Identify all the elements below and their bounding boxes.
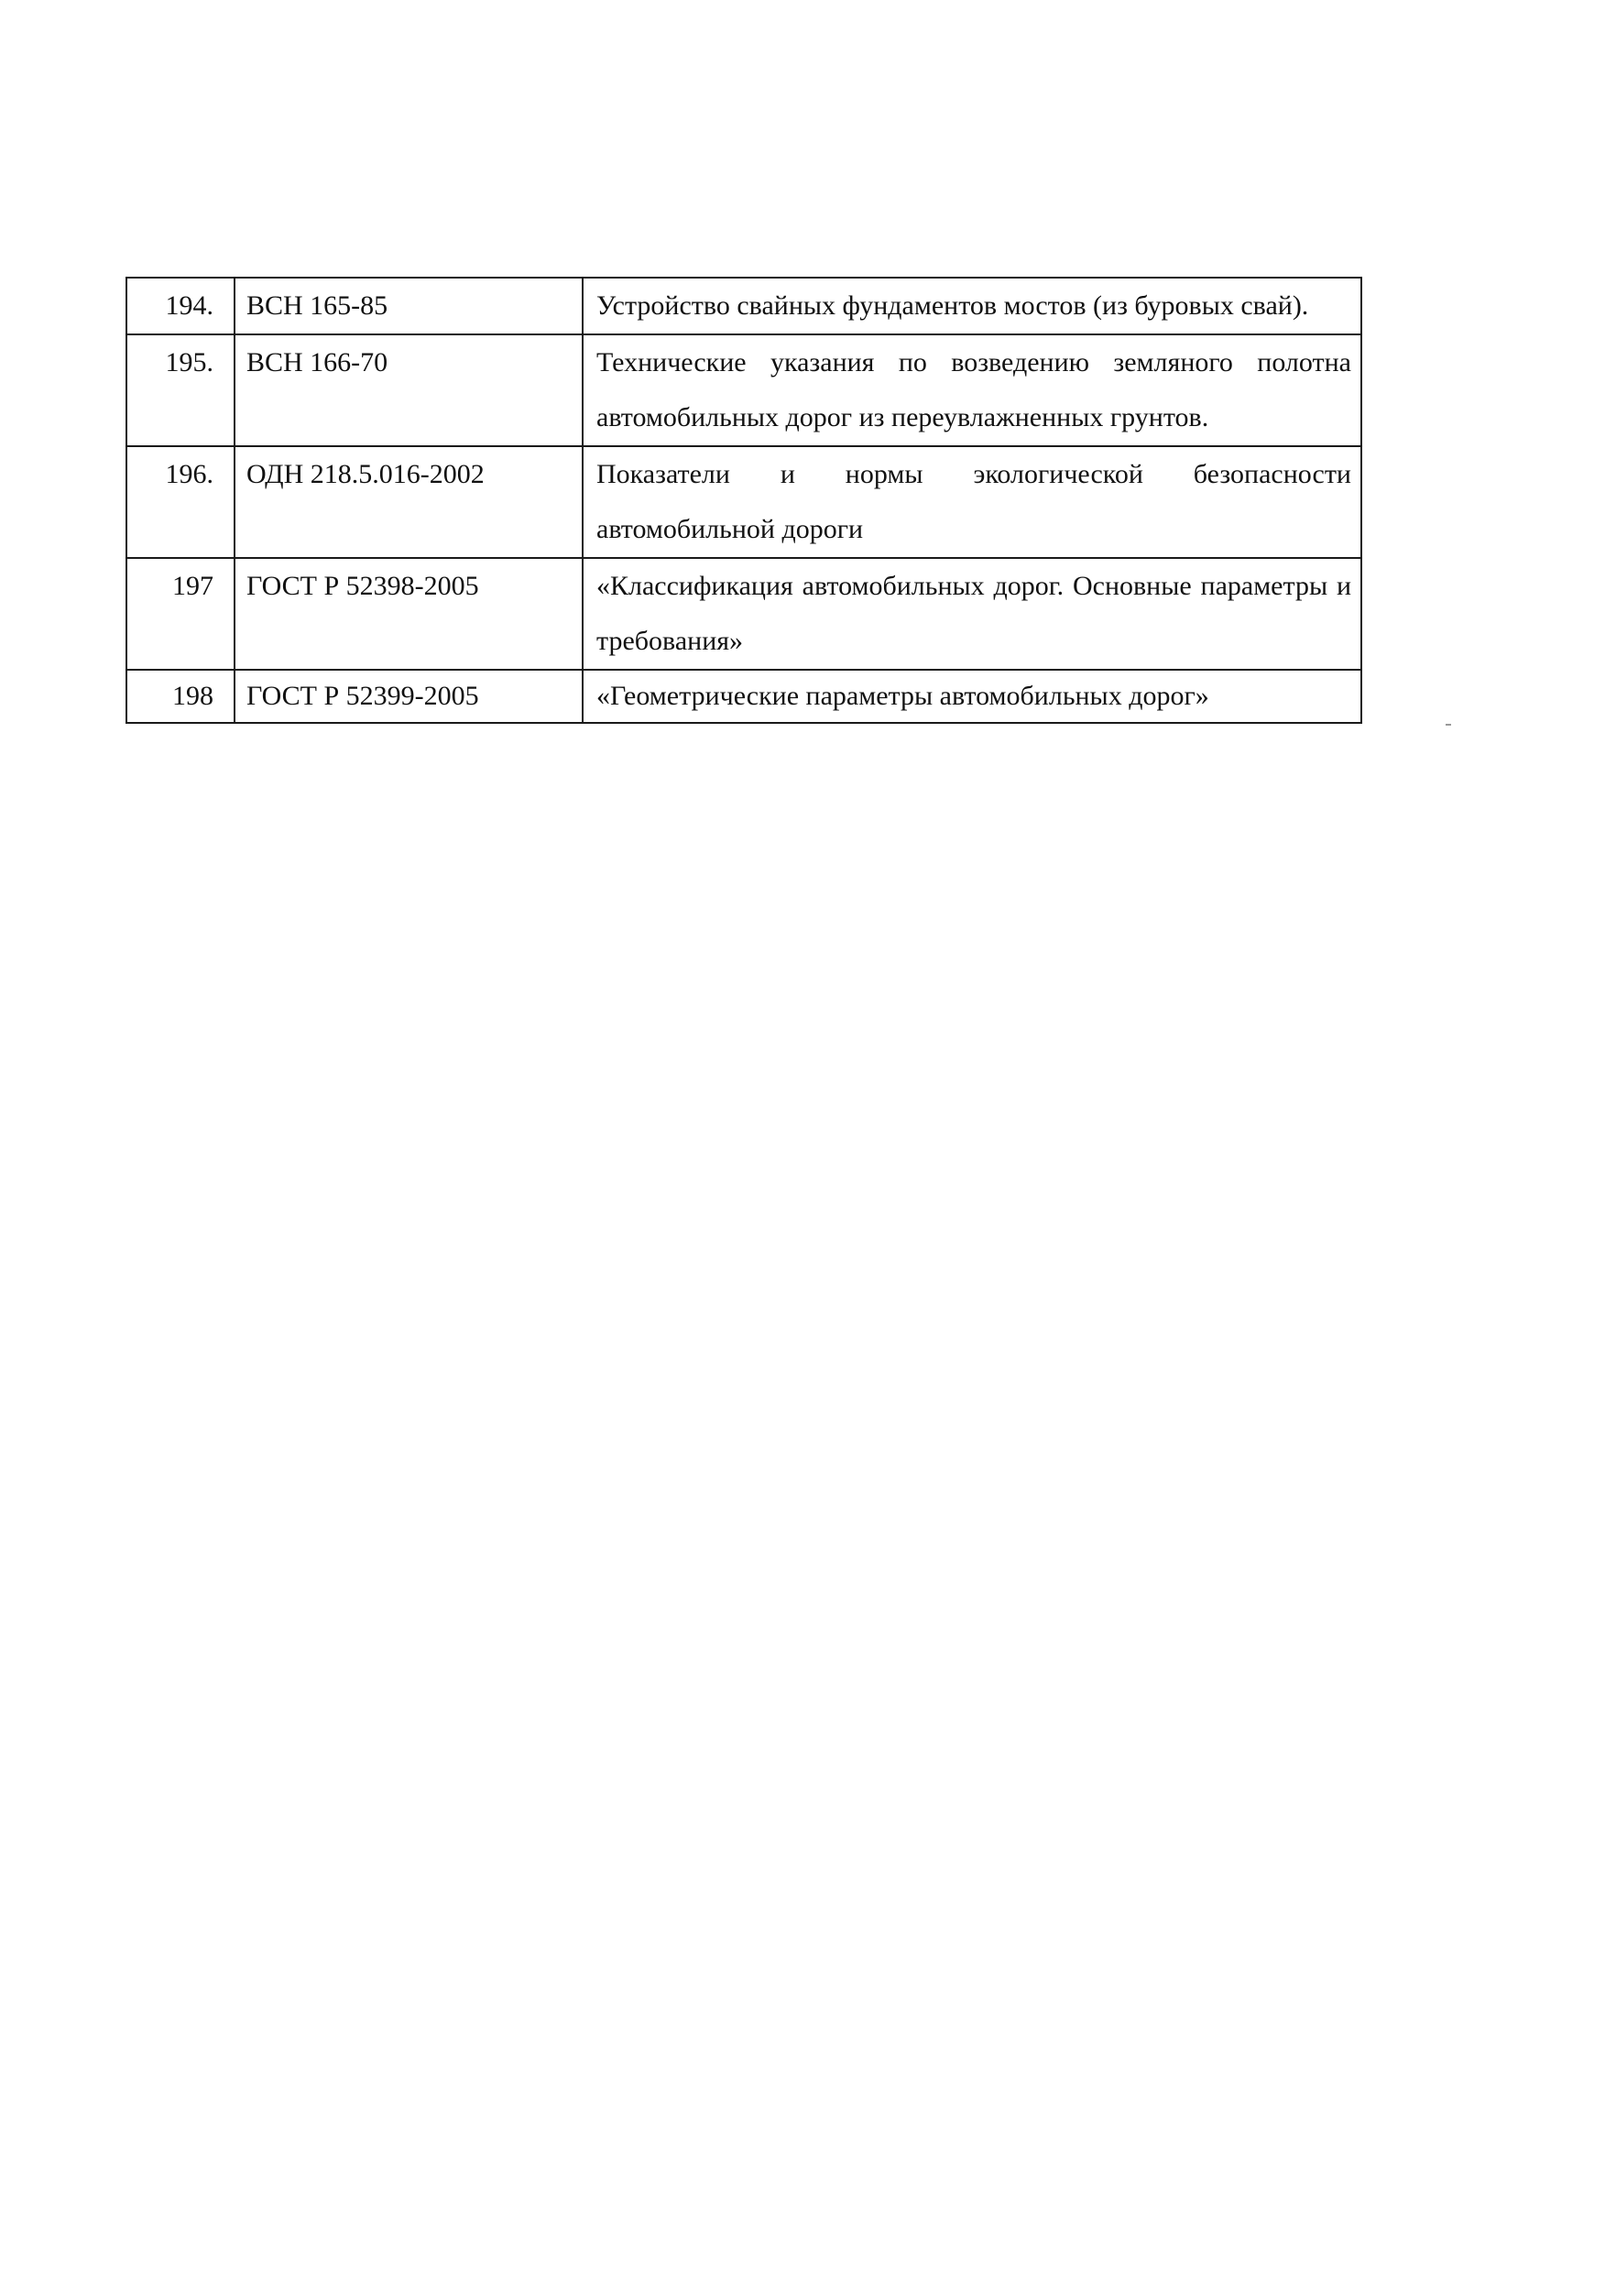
- document-code: ВСН 165-85: [235, 278, 583, 334]
- table-row: [126, 278, 1361, 334]
- row-number: 195.: [126, 334, 235, 446]
- table-row: [126, 334, 1361, 446]
- table-row: [126, 558, 1361, 670]
- document-title: Показатели и нормы экологической безопасности автомобильной дороги: [583, 446, 1361, 558]
- document-title: «Геометрические параметры автомобильных дорог»: [583, 670, 1361, 723]
- scan-speck: [1446, 724, 1451, 726]
- document-title: Технические указания по возведению земляного полотна автомобильных дорог из переувлажненных грунтов.: [583, 334, 1361, 446]
- row-number: 194.: [126, 278, 235, 334]
- document-title: «Классификация автомобильных дорог. Основные параметры и требования»: [583, 558, 1361, 670]
- row-number: 197: [126, 558, 235, 670]
- row-number: 196.: [126, 446, 235, 558]
- document-code: ОДН 218.5.016-2002: [235, 446, 583, 558]
- row-number: 198: [126, 670, 235, 723]
- document-code: ГОСТ Р 52399-2005: [235, 670, 583, 723]
- document-code: ГОСТ Р 52398-2005: [235, 558, 583, 670]
- standards-table: [126, 277, 1362, 724]
- document-title: Устройство свайных фундаментов мостов (из буровых свай).: [583, 278, 1361, 334]
- table-row: [126, 446, 1361, 558]
- document-code: ВСН 166-70: [235, 334, 583, 446]
- table-row: [126, 670, 1361, 723]
